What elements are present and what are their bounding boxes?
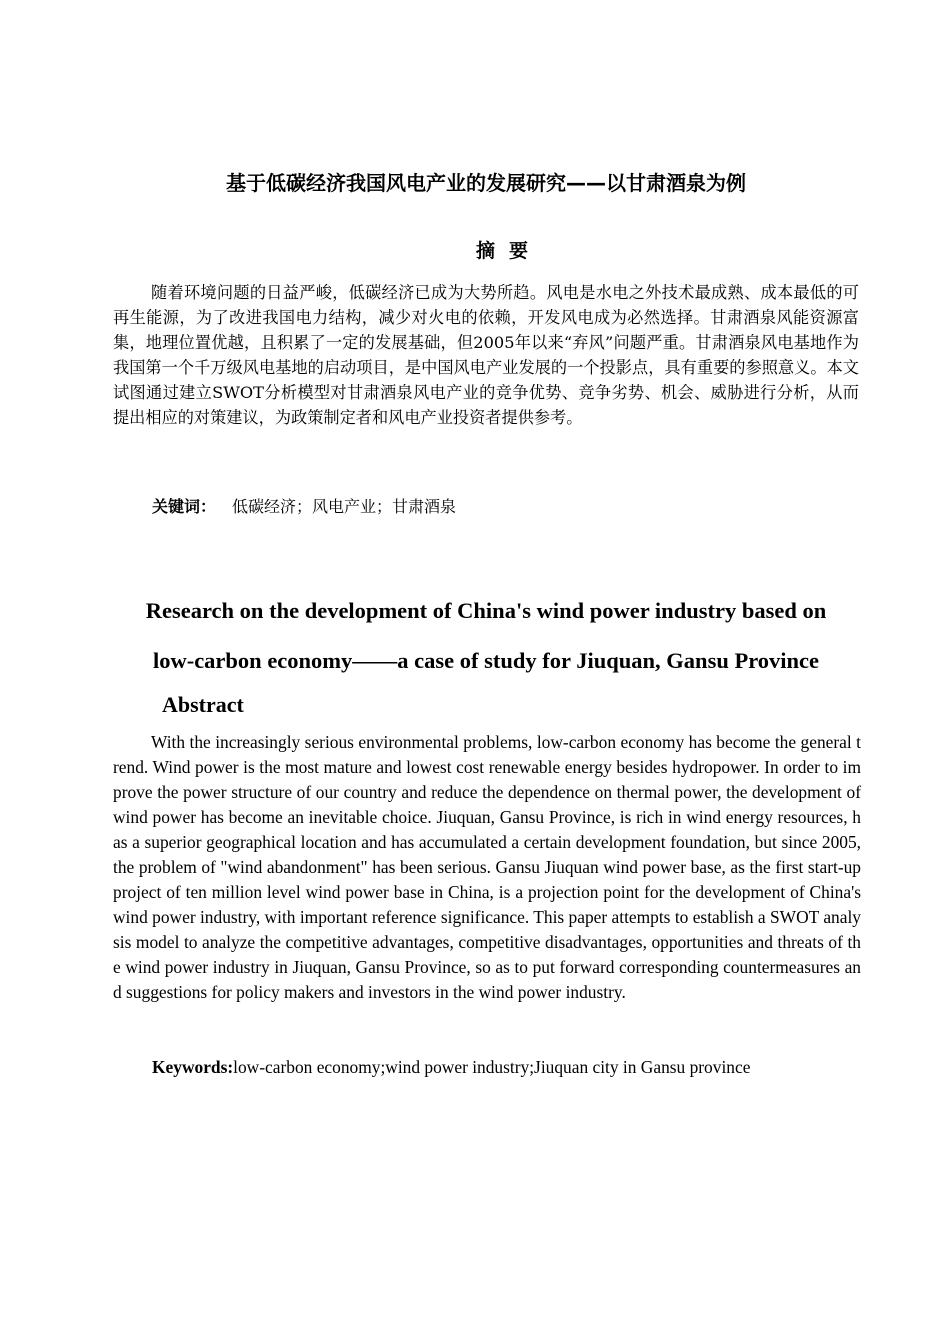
- english-title: [0, 586, 950, 686]
- chinese-abstract-text: 随着环境问题的日益严峻，低碳经济已成为大势所趋。风电是水电之外技术最成熟、成本最低的可再生能源，为了改进我国电力结构，减少对火电的依赖，开发风电成为必然选择。甘肃酒泉风能资源富集，地理位置优越，且积累了一定的发展基础，但2005年以来“弃风”问题严重。甘肃酒泉风电基地作为我国第一个千万级风电基地的启动项目，是中国风电产业发展的一个投影点，具有重要的参照意义。本文试图通过建立SWOT分析模型对甘肃酒泉风电产业的竞争优势、竞争劣势、机会、威胁进行分析，从而提出相应的对策建议，为政策制定者和风电产业投资者提供参考。: [113, 283, 859, 427]
- chinese-abstract-heading: 摘要: [475, 240, 542, 262]
- english-title-line-2: low-carbon economy——a case of study for Jiuquan, Gansu Province: [152, 648, 820, 673]
- chinese-keywords: 低碳经济；风电产业；甘肃酒泉: [232, 497, 457, 516]
- english-title-line-1: Research on the development of China's wind power industry based on: [145, 598, 827, 623]
- english-keywords-label: Keywords:: [152, 1057, 234, 1077]
- chinese-keywords-label: 关键词：: [152, 497, 217, 516]
- english-abstract-heading: Abstract: [162, 692, 244, 717]
- chinese-title: 基于低碳经济我国风电产业的发展研究——以甘肃酒泉为例: [226, 171, 746, 195]
- english-keywords-line: [152, 1054, 750, 1080]
- chinese-keywords-line: [152, 494, 456, 521]
- english-keywords: low-carbon economy;wind power industry;Jiuquan city in Gansu province: [233, 1057, 751, 1077]
- english-abstract-text: With the increasingly serious environmental problems, low-carbon economy has become the general trend. Wind power is the most mature and lowest cost renewable energy besides hydropower. In order to improve the power structure of our country and reduce the dependence on thermal power, the development of wind power has become an inevitable choice. Jiuquan, Gansu Province, is rich in wind energy resources, has a superior geographical location and has accumulated a certain development foundation, but since 2005, the problem of "wind abandonment" has been serious. Gansu Jiuquan wind power base, as the first start-up project of ten million level wind power base in China, is a projection point for the development of China's wind power industry, with important reference significance. This paper attempts to establish a SWOT analysis model to analyze the competitive advantages, competitive disadvantages, opportunities and threats of the wind power industry in Jiuquan, Gansu Province, so as to put forward corresponding countermeasures and suggestions for policy makers and investors in the wind power industry.: [113, 732, 861, 1002]
